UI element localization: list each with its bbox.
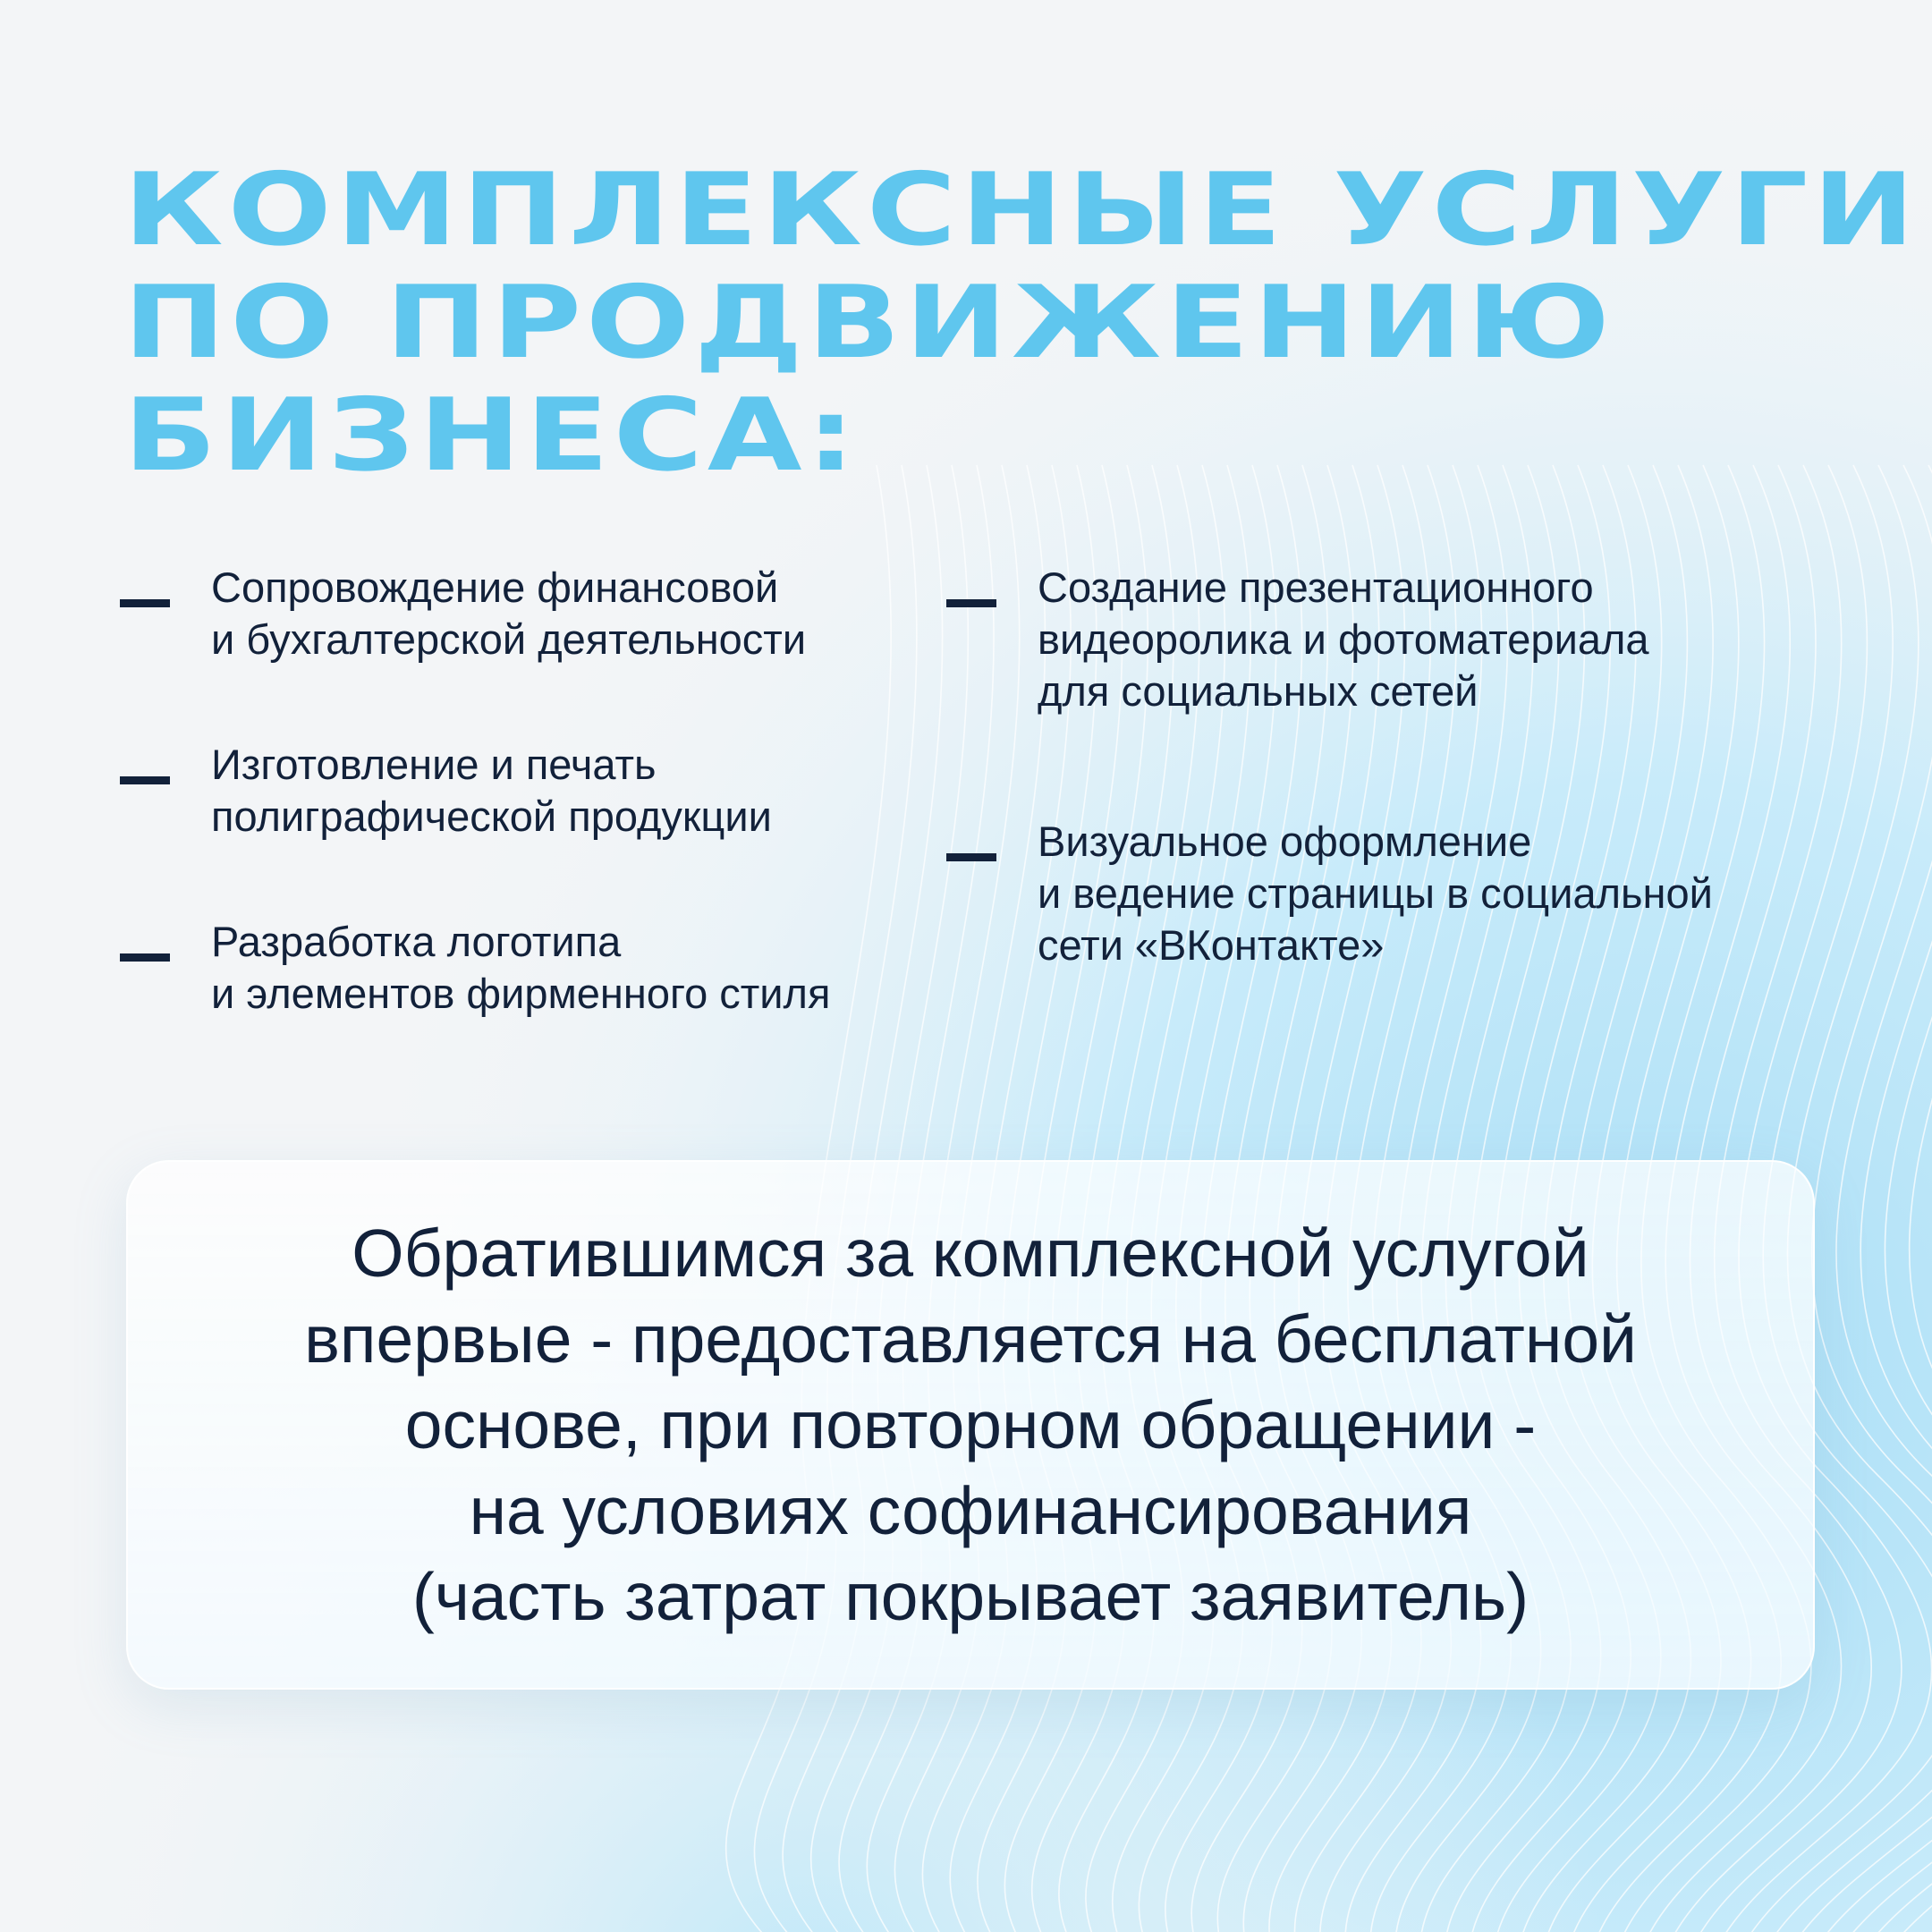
dash-bullet-icon	[946, 599, 996, 607]
service-item-finance	[120, 562, 907, 665]
service-item-logo	[120, 916, 907, 1020]
service-item-label: Сопровождение финансовой и бухгалтерской деятельности	[211, 564, 807, 663]
dash-bullet-icon	[120, 776, 170, 784]
services-list-right	[946, 562, 1877, 971]
service-item-video	[946, 562, 1877, 717]
service-item-label: Изготовление и печать полиграфической продукции	[211, 741, 772, 840]
service-item-vk-page	[946, 816, 1877, 971]
title-line-2: ПО ПРОДВИЖЕНИЮ	[123, 265, 1614, 381]
info-card-text: Обратившимся за комплексной услугой впервые - предоставляется на бесплатной основе, при повторном обращении - на условиях софинансирования (часть затрат покрывает заявитель)	[304, 1216, 1637, 1634]
title-line-1: КОМПЛЕКСНЫЕ УСЛУГИ	[123, 152, 1919, 268]
services-list-left	[120, 562, 907, 1020]
service-item-printing	[120, 739, 907, 843]
dash-bullet-icon	[120, 953, 170, 962]
page-title	[123, 154, 1919, 492]
info-card	[126, 1160, 1815, 1690]
title-line-3: БИЗНЕСА:	[123, 377, 860, 494]
dash-bullet-icon	[946, 853, 996, 861]
service-item-label: Визуальное оформление и ведение страницы в социальной сети «ВКонтакте»	[1038, 818, 1713, 969]
service-item-label: Создание презентационного видеоролика и фотоматериала для социальных сетей	[1038, 564, 1649, 715]
dash-bullet-icon	[120, 599, 170, 607]
service-item-label: Разработка логотипа и элементов фирменного стиля	[211, 918, 831, 1017]
